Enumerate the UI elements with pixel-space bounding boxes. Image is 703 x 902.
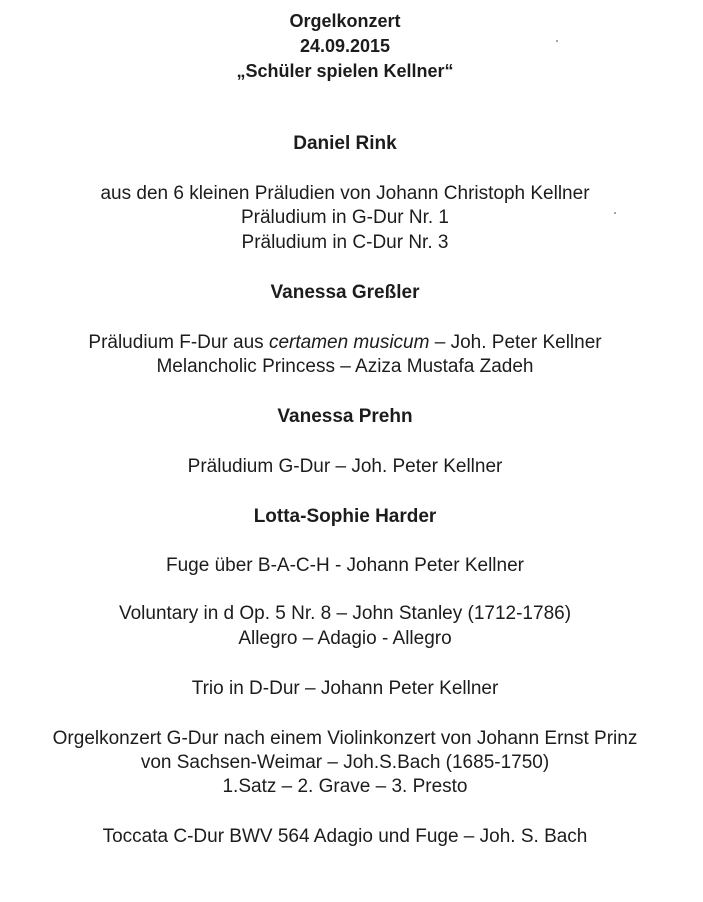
performer-name-rink: Daniel Rink bbox=[293, 133, 397, 154]
concert-date: 24.09.2015 bbox=[299, 36, 391, 56]
program-item: Trio in D-Dur – Johann Peter Kellner bbox=[191, 678, 499, 699]
program-item: Melancholic Princess – Aziza Mustafa Zadeh bbox=[156, 356, 534, 377]
piece-text: Präludium F-Dur aus bbox=[88, 332, 269, 353]
program-item: aus den 6 kleinen Präludien von Johann Christoph Kellner bbox=[100, 183, 590, 204]
scan-speck bbox=[556, 40, 558, 42]
program-item: Präludium in C-Dur Nr. 3 bbox=[241, 232, 449, 253]
program-item: von Sachsen-Weimar – Joh.S.Bach (1685-1750) bbox=[140, 752, 550, 773]
program-item: Präludium G-Dur – Joh. Peter Kellner bbox=[187, 456, 503, 477]
program-item: Voluntary in d Op. 5 Nr. 8 – John Stanley (1712-1786) bbox=[118, 603, 572, 624]
program-item: Präludium in G-Dur Nr. 1 bbox=[240, 207, 449, 228]
performer-name-gressler: Vanessa Greßler bbox=[270, 282, 420, 303]
program-item bbox=[0, 331, 690, 355]
piece-text: – Joh. Peter Kellner bbox=[429, 332, 602, 353]
piece-title-italic: certamen musicum bbox=[268, 332, 430, 353]
concert-subtitle: „Schüler spielen Kellner“ bbox=[236, 61, 454, 81]
program-item: 1.Satz – 2. Grave – 3. Presto bbox=[222, 776, 468, 797]
performer-name-harder: Lotta-Sophie Harder bbox=[253, 506, 437, 527]
concert-title: Orgelkonzert bbox=[289, 11, 401, 31]
program-item: Toccata C-Dur BWV 564 Adagio und Fuge – Joh. S. Bach bbox=[102, 826, 588, 847]
performer-name-prehn: Vanessa Prehn bbox=[277, 406, 413, 427]
scan-speck bbox=[614, 212, 616, 214]
program-item: Fuge über B-A-C-H - Johann Peter Kellner bbox=[166, 555, 524, 576]
program-item: Allegro – Adagio - Allegro bbox=[238, 628, 452, 649]
program-item: Orgelkonzert G-Dur nach einem Violinkonzert von Johann Ernst Prinz bbox=[52, 728, 638, 749]
